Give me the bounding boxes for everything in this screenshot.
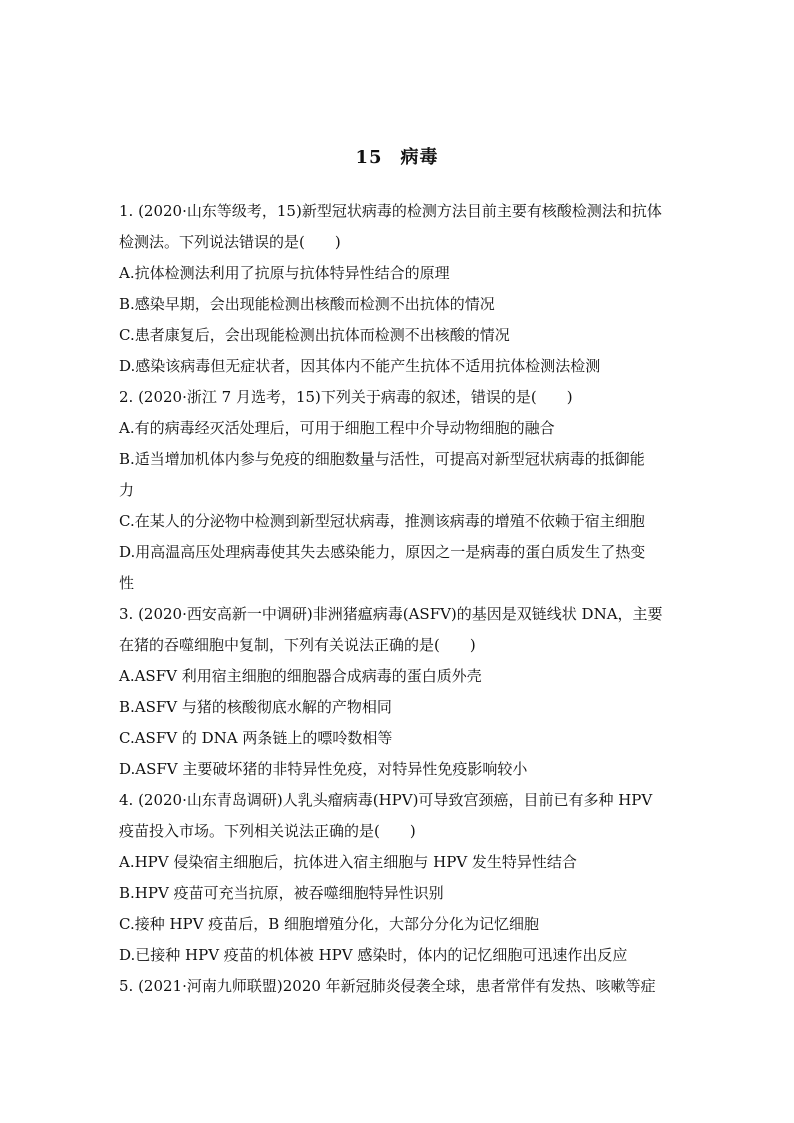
option-d-continued: 性: [119, 574, 135, 592]
option-d: D.用高温高压处理病毒使其失去感染能力，原因之一是病毒的蛋白质发生了热变: [119, 543, 646, 561]
page-title: [0, 143, 794, 169]
option-c: C.患者康复后，会出现能检测出抗体而检测不出核酸的情况: [119, 326, 510, 344]
question-1: [119, 196, 679, 382]
question-2: [119, 382, 679, 599]
question-4: [119, 785, 679, 971]
option-b-continued: 力: [119, 481, 135, 499]
option-a: A.ASFV 利用宿主细胞的细胞器合成病毒的蛋白质外壳: [119, 667, 482, 685]
question-stem-line: 4. (2020·山东青岛调研)人乳头瘤病毒(HPV)可导致宫颈癌，目前已有多种 HPV: [119, 791, 653, 809]
option-b: B.ASFV 与猪的核酸彻底水解的产物相同: [119, 698, 392, 716]
option-c: C.ASFV 的 DNA 两条链上的嘌呤数相等: [119, 729, 393, 747]
option-d: D.感染该病毒但无症状者，因其体内不能产生抗体不适用抗体检测法检测: [119, 357, 601, 375]
option-a: A.抗体检测法利用了抗原与抗体特异性结合的原理: [119, 264, 450, 282]
question-stem-line: 检测法。下列说法错误的是( ): [119, 233, 341, 251]
option-d: D.ASFV 主要破坏猪的非特异性免疫，对特异性免疫影响较小: [119, 760, 528, 778]
chapter-title: 病毒: [400, 147, 439, 168]
question-stem-line: 2. (2020·浙江 7 月选考，15)下列关于病毒的叙述，错误的是( ): [119, 388, 573, 406]
question-5: [119, 971, 679, 1002]
question-stem-line: 在猪的吞噬细胞中复制，下列有关说法正确的是( ): [119, 636, 476, 654]
option-d: D.已接种 HPV 疫苗的机体被 HPV 感染时，体内的记忆细胞可迅速作出反应: [119, 946, 628, 964]
option-a: A.有的病毒经灭活处理后，可用于细胞工程中介导动物细胞的融合: [119, 419, 555, 437]
question-stem-line: 1. (2020·山东等级考，15)新型冠状病毒的检测方法目前主要有核酸检测法和抗体: [119, 202, 662, 220]
question-list: [119, 196, 679, 1002]
question-stem-line: 3. (2020·西安高新一中调研)非洲猪瘟病毒(ASFV)的基因是双链线状 DNA，主要: [119, 605, 663, 623]
option-a: A.HPV 侵染宿主细胞后，抗体进入宿主细胞与 HPV 发生特异性结合: [119, 853, 577, 871]
option-b: B.HPV 疫苗可充当抗原，被吞噬细胞特异性识别: [119, 884, 444, 902]
question-stem-line: 疫苗投入市场。下列相关说法正确的是( ): [119, 822, 416, 840]
question-3: [119, 599, 679, 785]
option-c: C.在某人的分泌物中检测到新型冠状病毒，推测该病毒的增殖不依赖于宿主细胞: [119, 512, 645, 530]
question-stem-line: 5. (2021·河南九师联盟)2020 年新冠肺炎侵袭全球，患者常伴有发热、咳嗽等症: [119, 977, 656, 995]
option-b: B.感染早期，会出现能检测出核酸而检测不出抗体的情况: [119, 295, 495, 313]
chapter-number: 15: [355, 147, 383, 168]
option-c: C.接种 HPV 疫苗后，B 细胞增殖分化，大部分分化为记忆细胞: [119, 915, 540, 933]
option-b: B.适当增加机体内参与免疫的细胞数量与活性，可提高对新型冠状病毒的抵御能: [119, 450, 645, 468]
